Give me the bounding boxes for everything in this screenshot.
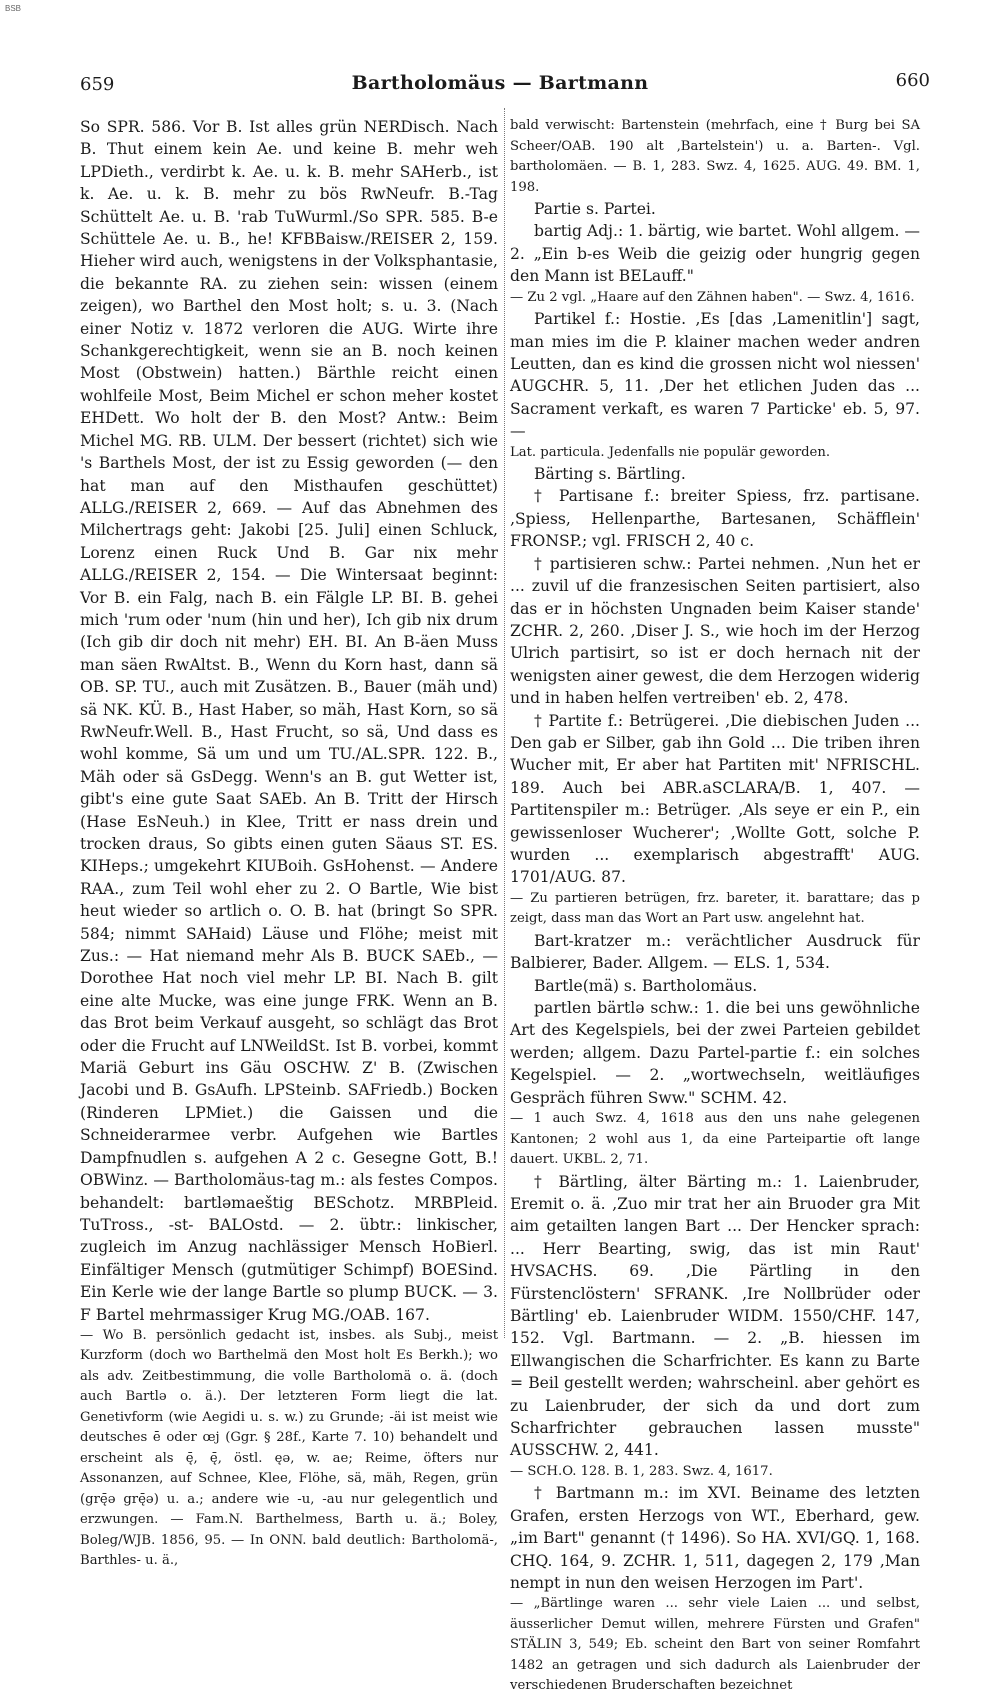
paragraph: † Partite f.: Betrügerei. ‚Die diebischen Juden ... Den gab er Silber, gab ihn Gold ... Die triben ihren Wucher mit, Er aber hat Partiten mit' NFRISCHL. 189. Auch bei ABR.aSCLARA/B. 1, 407. — Partitenspiler m.: Betrüger. ‚Als seye er ein P., ein gewissenloser Wucherer'; ‚Wollte Gott, solche P. wurden ... exemplarisch abgestrafft' AUG. 1701/AUG. 87. xyxy=(510,711,920,887)
paragraph: — SCH.O. 128. B. 1, 283. Swz. 4, 1617. xyxy=(510,1463,773,1479)
paragraph: Partikel f.: Hostie. ‚Es [das ‚Lamenitlin'] sagt, man mies im die P. klainer machen weder andren Leutten, dan es kind die grossen nicht wol niessen' AUGCHR. 5, 11. ‚Der het etlichen Juden das ... Sacrament verkaft, es waren 7 Particke' eb. 5, 97. — xyxy=(510,310,920,441)
paragraph: † Bartmann m.: im XVI. Beiname des letzten Grafen, ersten Herzogs von WT., Eberhard, gew. „im Bart" genannt († 1496). So HA. XVI/GQ. 1, 168. CHQ. 164, 9. ZCHR. 1, 511, dagegen 2, 179 ‚Man nempt in nun den weisen Herzogen im Part'. xyxy=(510,1484,920,1592)
page-header xyxy=(70,70,930,100)
paragraph: partlen bärtlə schw.: 1. die bei uns gewöhnliche Art des Kegelspiels, bei der zwei Parteien gebildet werden; allgem. Dazu Partel-partie f.: ein solches Kegelspiel. — 2. „wortwechseln, weitläufiges Gespräch führen Sww." SCHM. 42. xyxy=(510,999,920,1107)
paragraph: † Bärtling, älter Bärting m.: 1. Laienbruder, Eremit o. ä. ‚Zuo mir trat her ain Bruoder gra Mit aim getailten langen Bart ... Der Hencker sprach: ... Herr Bearting, swig, das ist min Raut' HVSACHS. 69. ‚Die Pärtling in den Fürstenclöstern' SFRANK. ‚Ire Nollbrüder oder Bärtling' eb. Laienbruder WIDM. 1550/CHF. 147, 152. Vgl. Bartmann. — 2. „B. hiessen im Ellwangischen die Scharfrichter. Es kann zu Barte = Beil gestellt werden; wahrscheinl. aber gehört es zu Laienbruder, der sich da und dort zum Scharfrichter gebrauchen lassen musste" AUSSCHW. 2, 441. xyxy=(510,1172,920,1460)
right-column xyxy=(510,116,920,1697)
paragraph: Partie s. Partei. xyxy=(534,200,656,218)
paragraph: † Partisane f.: breiter Spiess, frz. partisane. ‚Spiess, Hellenparthe, Bartesanen, Schäfflein' FRONSP.; vgl. FRISCH 2, 40 c. xyxy=(510,487,920,551)
column-divider xyxy=(504,108,505,1338)
paragraph: Bärting s. Bärtling. xyxy=(534,465,686,484)
paragraph: † partisieren schw.: Partei nehmen. ‚Nun het er ... zuvil uf die franzesischen Seiten partisiert, also das er in höchsten Ungnaden beim Kaiser stande' ZCHR. 2, 260. ‚Diser J. S., wie hoch im der Herzog Ulrich partisirt, so ist er doch hernach nit der wenigsten ainer gewest, die dem Herzogen widerig und in haben helfen vertreiben' eb. 2, 478. xyxy=(510,554,920,708)
paragraph: — Zu partieren betrügen, frz. bareter, it. barattare; das p zeigt, dass man das Wort an Part usw. angelehnt hat. xyxy=(510,890,920,927)
paragraph: Bartle(mä) s. Bartholomäus. xyxy=(534,976,758,995)
page-number-left: 659 xyxy=(80,74,115,95)
running-title: Bartholomäus — Bartmann xyxy=(351,72,649,94)
library-watermark: BSB xyxy=(5,4,22,13)
paragraph: bald verwischt: Bartenstein (mehrfach, eine † Burg bei SA Scheer/OAB. 190 alt ‚Bartelstein') u. a. Barten-. Vgl. bartholomäen. — B. 1, 283. Swz. 4, 1625. AUG. 49. BM. 1, 198. xyxy=(510,118,920,195)
paragraph: Lat. particula. Jedenfalls nie populär geworden. xyxy=(510,444,831,460)
paragraph: — Wo B. persönlich gedacht ist, insbes. als Subj., meist Kurzform (doch wo Barthelmä den Most holt Es Berkh.); wo als adv. Zeitbestimmung, die volle Bartholomä o. ä. (doch auch Bartlə o. ä.). Der letzteren Form liegt die lat. Genetivform (wie Aegidi u. s. w.) zu Grunde; -äi ist meist wie deutsches ē oder œj (Ggr. § 28f., Karte 7. 10) behandelt und erscheint als ę̄, ę̄, östl. ęə, w. ae; Reime, öfters nur Assonanzen, auf Schnee, Klee, Flöhe, sä, mäh, Regen, grün (grę̄ə grę̄ə) u. a.; andere wie -u, -au nur gelegentlich und erzwungen. — Fam.N. Barthelmess, Barth u. ä.; Boley, Boleg/WJB. 1856, 95. — In ONN. bald deutlich: Bartholomä-, Barthles- u. ä., xyxy=(80,1327,498,1569)
paragraph: So SPR. 586. Vor B. Ist alles grün NERDisch. Nach B. Thut einem kein Ae. und keine B. mehr weh LPDieth., verdirbt k. Ae. u. k. B. mehr SAHerb., ist k. Ae. u. k. B. mehr zu bös RwNeufr. B.-Tag Schüttelt Ae. u. B. 'rab TuWurml./So SPR. 585. B-e Schüttele Ae. u. B., he! KFBBaisw./REISER 2, 159. Hieher wird auch, wenigstens in der Volksphantasie, die bekannte RA. zu ziehen sein: wissen (einem zeigen), wo Barthel den Most holt; s. u. 3. (Nach einer Notiz v. 1872 verloren die AUG. Wirte ihre Schankgerechtigkeit, wenn sie an B. noch keinen Most (Obstwein) hatten.) Bärthle reicht einen wohlfeile Most, Beim Michel er schon meher kostet EHDett. Wo holt der B. den Most? Antw.: Beim Michel MG. RB. ULM. Der bessert (richtet) sich wie 's Barthels Most, der ist zu Essig geworden (— den hat man auf den Misthaufen geschüttet) ALLG./REISER 2, 669. — Auf das Abnehmen des Milchertrags geht: Jakobi [25. Juli] einen Schluck, Lorenz einen Ruck Und B. Gar nix mehr ALLG./REISER 2, 154. — Die Wintersaat beginnt: Vor B. ein Falg, nach B. ein Fälgle LP. BI. B. gehei mich 'rum oder 'num (hin und her), Ich gib nix drum (Ich gib dir doch nit mehr) EH. BI. An B-äen Muss man säen RwAltst. B., Wenn du Korn hast, dann sä OB. SP. TU., auch mit Zusätzen. B., Bauer (mäh und) sä NK. KÜ. B., Hast Haber, so mäh, Hast Korn, so sä RwNeufr.Well. B., Hast Frucht, so sä, Und dass es wohl komme, Sä um und um TU./AL.SPR. 122. B., Mäh oder sä GsDegg. Wenn's an B. gut Wetter ist, gibt's eine gute Saat SAEb. An B. Tritt der Hirsch (Hase EsNeuh.) in Klee, Tritt er nass drein und trocken draus, So gibts einen guten Säaus ST. ES. KIHeps.; umgekehrt KIUBoih. GsHohenst. — Andere RAA., zum Teil wohl eher zu 2. O Bartle, Wie bist heut wieder so artlich o. O. B. hat (bringt So SPR. 584; nimmt SAHaid) Läuse und Flöhe; meist mit Zus.: — Hat niemand mehr Als B. BUCK SAEb., — Dorothee Hat noch viel mehr LP. BI. Nach B. gilt eine alte Mucke, was eine junge FRK. Wenn an B. das Brot beim Verkauf ausgeht, so schlägt das Brot oder die Frucht auf LNWeildSt. Ist B. vorbei, kommt Mariä Geburt ins Gäu OSCHW. Z' B. (Zwischen Jacobi und B. GsAufh. LPSteinb. SAFriedb.) Bocken (Rinderen LPMiet.) die Gaissen und die Schneiderarmee verbr. Aufgehen wie Bartles Dampfnudlen s. aufgehen A 2 c. Gesegne Gott, B.! OBWinz. — Bartholomäus-tag m.: als festes Compos. behandelt: bartləmaeštig BESchotz. MRBPleid. TuTross., -st- BALOstd. — 2. übtr.: linkischer, zugleich im Anzug nachlässiger Mensch HoBierl. Einfältiger Mensch (gutmütiger Schimpf) BOESind. Ein Kerle wie der lange Bartle so plump BUCK. — 3. F Bartel mehrmassiger Krug MG./OAB. 167. xyxy=(80,118,498,1324)
paragraph: Bart-kratzer m.: verächtlicher Ausdruck für Balbierer, Bader. Allgem. — ELS. 1, 534. xyxy=(510,931,920,973)
paragraph: bartig Adj.: 1. bärtig, wie bartet. Wohl allgem. — 2. „Ein b-es Weib die geizig oder hungrig gegen den Mann ist BELauff." xyxy=(510,222,920,286)
paragraph: — Zu 2 vgl. „Haare auf den Zähnen haben". — Swz. 4, 1616. xyxy=(510,289,915,305)
paragraph: — „Bärtlinge waren ... sehr viele Laien ... und selbst, äusserlicher Demut willen, mehrere Fürsten und Grafen" STÄLIN 3, 549; Eb. scheint den Bart von seiner Romfahrt 1482 an getragen und sich dadurch als Laienbruder der verschiedenen Bruderschaften bezeichnet xyxy=(510,1596,920,1694)
left-column xyxy=(80,116,498,1572)
page-number-right: 660 xyxy=(895,70,930,91)
paragraph: — 1 auch Swz. 4, 1618 aus den uns nahe gelegenen Kantonen; 2 wohl aus 1, da eine Parteipartie oft lange dauert. UKBL. 2, 71. xyxy=(510,1111,920,1168)
